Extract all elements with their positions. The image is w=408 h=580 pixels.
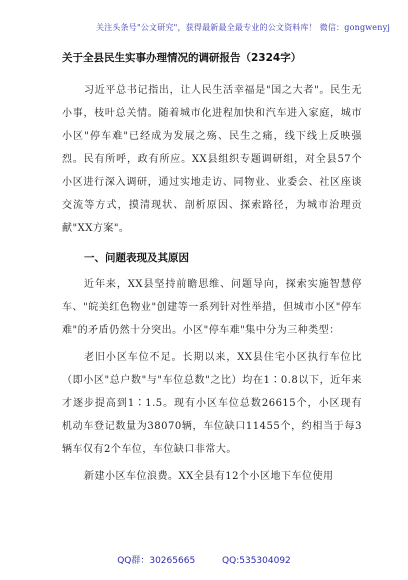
header-note: 关注头条号"公文研究"，获得最新最全最专业的公文资料库！ 微信：gongwenyj [95,23,390,32]
footer-qq-group: QQ群：30265665 [117,556,196,566]
paragraph-overview: 近年来，XX县坚持前瞻思维、问题导向，探索实施智慧停车、"皖美红色物业"创建等一系列针对性举措，但城市小区"停车难"的矛盾仍然十分突出。小区"停车难"集中分为三种类型： [62,279,362,336]
paragraph-old-communities: 老旧小区车位不足。长期以来，XX县住宅小区执行车位比（即小区"总户数"与"车位总数"之比）均在1∶0.8以下，近年来才逐步提高到1∶1.5。现有小区车位总数26615个，小区现有机动车登记数量为38070辆，车位缺口11455个，约相当于每3辆车仅有2个车位，车位缺口非常大。 [62,352,362,455]
paragraph-new-communities: 新建小区车位浪费。XX全县有12个小区地下车位使用 [84,471,334,482]
page-title: 关于全县民生实事办理情况的调研报告（2324字） [62,52,302,64]
section-heading: 一、问题表现及其原因 [84,252,189,264]
document-body [62,50,362,488]
paragraph-intro: 习近平总书记指出，让人民生活幸福是"国之大者"。民生无小事，枝叶总关情。随着城市化进程加快和汽车进入家庭，城市小区"停车难"已经成为发展之殇、民生之痛，线下线上反映强烈。民有所呼，政有所应。XX县组织专题调研组，对全县57个小区进行深入调研，通过实地走访、同物业、业委会、社区座谈交流等方式，摸清现状、剖析原因、探索路径，为城市治理贡献"XX方案"。 [62,85,362,234]
footer-qq: QQ:535304092 [222,556,291,566]
footer [0,553,408,566]
